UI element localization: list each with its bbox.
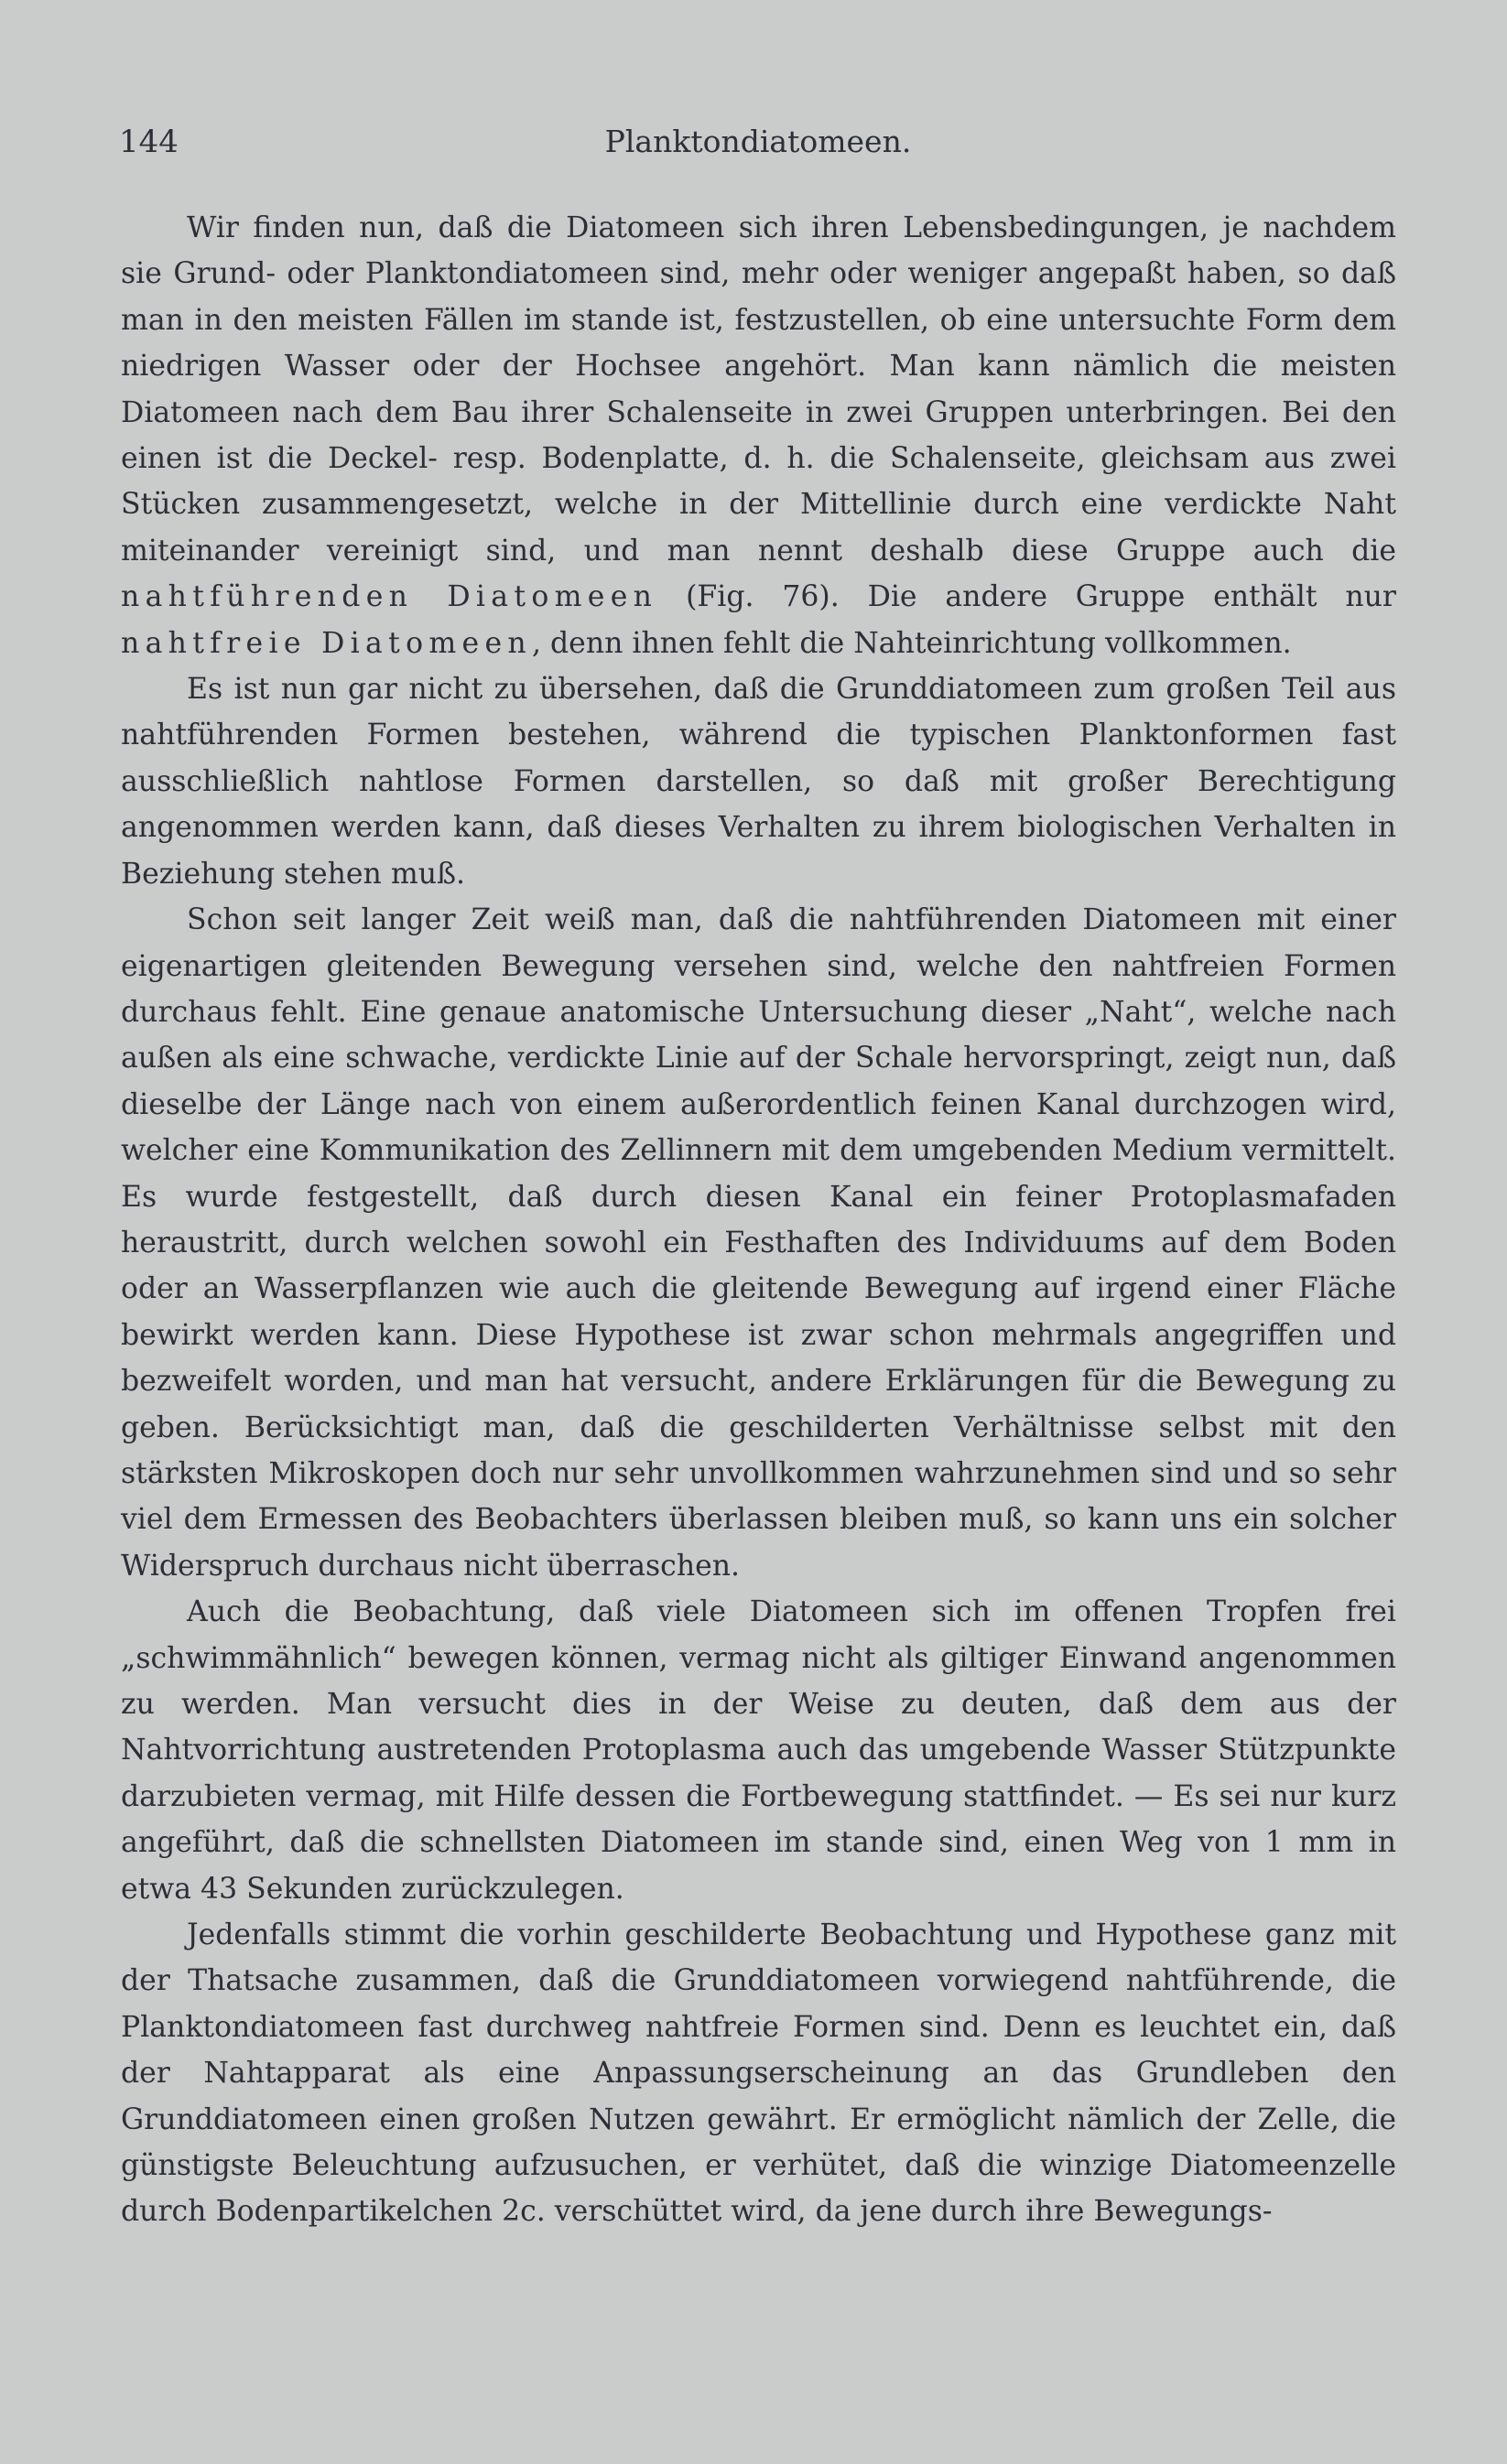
running-title: Planktondiatomeen.	[604, 124, 912, 159]
paragraph-5: Jedenfalls stimmt die vorhin geschilderte Beobachtung und Hypothese ganz mit der Thatsache zusammen, daß die Grunddiatomeen vorwiegend nahtführende, die Planktondiatomeen fast durchweg nahtfreie Formen sind. Denn es leuchtet ein, daß der Nahtapparat als eine Anpassungserscheinung an das Grundleben den Grunddiatomeen einen großen Nutzen gewährt. Er ermöglicht nämlich der Zelle, die günstigste Beleuchtung aufzusuchen, er verhütet, daß die winzige Diatomeenzelle durch Bodenpartikelchen 2c. verschüttet wird, da jene durch ihre Bewegungs-	[121, 1918, 1396, 2229]
page-number: 144	[119, 124, 179, 160]
paragraph-1-text-cont: (Fig. 76). Die andere Gruppe enthält nur	[657, 580, 1396, 614]
page-header	[119, 119, 1397, 165]
paragraph-1	[121, 205, 1396, 666]
paragraph-3: Schon seit langer Zeit weiß man, daß die nahtführenden Diatomeen mit einer eigenartigen gleitenden Bewegung versehen sind, welche den nahtfreien Formen durchaus fehlt. Eine genaue anatomische Untersuchung dieser „Naht“, welche nach außen als eine schwache, verdickte Linie auf der Schale hervorspringt, zeigt nun, daß dieselbe der Länge nach von einem außerordentlich feinen Kanal durchzogen wird, welcher eine Kommunikation des Zellinnern mit dem umgebenden Medium vermittelt. Es wurde festgestellt, daß durch diesen Kanal ein feiner Protoplasmafaden heraustritt, durch welchen sowohl ein Festhaften des Individuums auf dem Boden oder an Wasserpflanzen wie auch die gleitende Bewegung auf irgend einer Fläche bewirkt werden kann. Diese Hypothese ist zwar schon mehrmals angegriffen und bezweifelt worden, und man hat versucht, andere Erklärungen für die Bewegung zu geben. Berücksichtigt man, daß die geschilderten Verhältnisse selbst mit den stärksten Mikroskopen doch nur sehr unvollkommen wahrzunehmen sind und so sehr viel dem Ermessen des Beobachters überlassen bleiben muß, so kann uns ein solcher Widerspruch durchaus nicht überraschen.	[121, 903, 1396, 1583]
spaced-term-nahtfuehrende: nahtführenden Diatomeen	[121, 580, 658, 614]
body-text	[121, 205, 1396, 2235]
paragraph-2: Es ist nun gar nicht zu übersehen, daß die Grunddiatomeen zum großen Teil aus nahtführenden Formen bestehen, während die typischen Planktonformen fast ausschließlich nahtlose Formen darstellen, so daß mit großer Berechtigung angenommen werden kann, daß dieses Verhalten zu ihrem biologischen Verhalten in Beziehung stehen muß.	[121, 673, 1396, 891]
paragraph-4: Auch die Beobachtung, daß viele Diatomeen sich im offenen Tropfen frei „schwimmähnlich“ bewegen können, vermag nicht als giltiger Einwand angenommen zu werden. Man versucht dies in der Weise zu deuten, daß dem aus der Nahtvorrichtung austretenden Protoplasma auch das umgebende Wasser Stützpunkte darzubieten vermag, mit Hilfe dessen die Fortbewegung stattfindet. — Es sei nur kurz angeführt, daß die schnellsten Diatomeen im stande sind, einen Weg von 1 mm in etwa 43 Sekunden zurückzulegen.	[121, 1595, 1396, 1906]
paragraph-1-text: Wir finden nun, daß die Diatomeen sich ihren Lebensbedingungen, je nachdem sie Grund- oder Planktondiatomeen sind, mehr oder weniger angepaßt haben, so daß man in den meisten Fällen im stande ist, festzustellen, ob eine untersuchte Form dem niedrigen Wasser oder der Hochsee angehört. Man kann nämlich die meisten Diatomeen nach dem Bau ihrer Schalenseite in zwei Gruppen unterbringen. Bei den einen ist die Deckel- resp. Bodenplatte, d. h. die Schalenseite, gleichsam aus zwei Stücken zusammengesetzt, welche in der Mittellinie durch eine verdickte Naht miteinander vereinigt sind, und man nennt deshalb diese Gruppe auch die	[121, 211, 1396, 567]
spaced-term-nahtfreie: nahtfreie Diatomeen	[121, 626, 532, 660]
paragraph-1-text-end: , denn ihnen fehlt die Nahteinrichtung vollkommen.	[531, 626, 1292, 660]
